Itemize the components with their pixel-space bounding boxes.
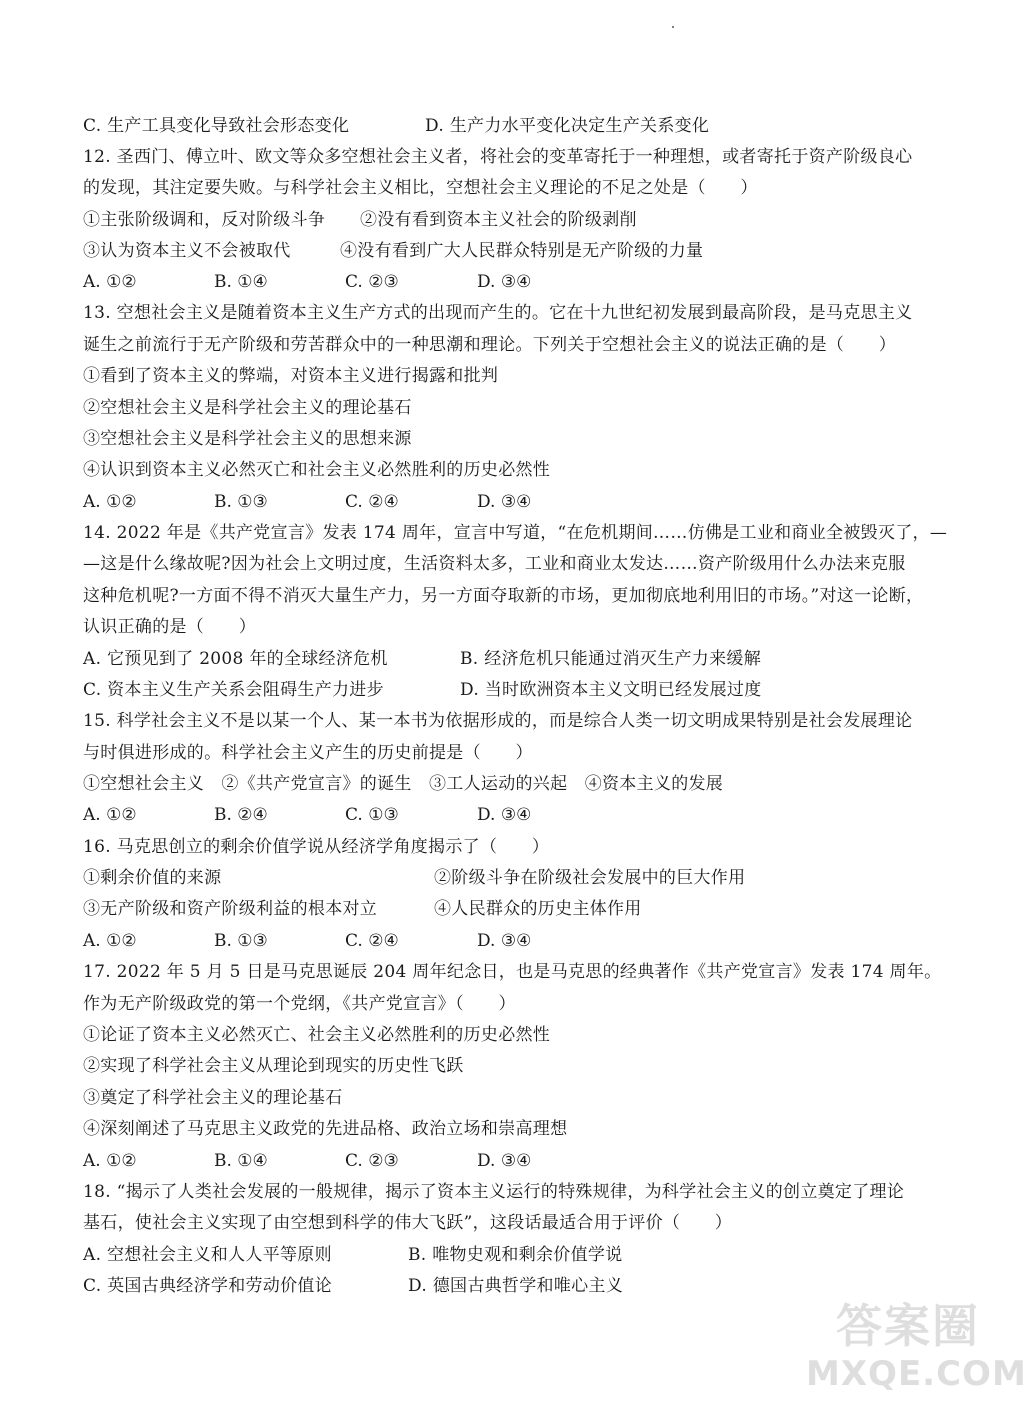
q16-option-b: B. ①③ [214,931,268,951]
q12-stem-line-1: 12. 圣西门、傅立叶、欧文等众多空想社会主义者，将社会的变革寄托于一种理想，或者寄托于资产阶级良心 [83,147,913,167]
q17-option-d: D. ③④ [477,1151,532,1171]
q14-option-c: C. 资本主义生产关系会阻碍生产力进步 [83,680,384,700]
q17-item-4: ④深刻阐述了马克思主义政党的先进品格、政治立场和崇高理想 [83,1119,568,1139]
scan-speck [672,26,674,28]
q15-stem-line-2: 与时俱进形成的。科学社会主义产生的历史前提是（ ） [83,743,533,763]
q16-option-c: C. ②④ [345,931,399,951]
q12-item-1: ①主张阶级调和，反对阶级斗争 [83,210,326,230]
q17-stem-line-1: 17. 2022 年 5 月 5 日是马克思诞辰 204 周年纪念日，也是马克思的经典著作《共产党宣言》发表 174 周年。 [83,962,942,982]
q14-option-b: B. 经济危机只能通过消灭生产力来缓解 [460,649,761,669]
q16-item-3: ③无产阶级和资产阶级利益的根本对立 [83,899,378,919]
q13-option-a: A. ①② [83,492,137,512]
q17-stem-line-2: 作为无产阶级政党的第一个党纲，《共产党宣言》（ ） [83,994,516,1014]
q18-option-a: A. 空想社会主义和人人平等原则 [83,1245,332,1265]
q16-option-a: A. ①② [83,931,137,951]
watermark-bottom-text: MXQE.COM [806,1354,1027,1394]
q15-option-a: A. ①② [83,805,137,825]
q12-option-c: C. ②③ [345,272,399,292]
q12-option-d: D. ③④ [477,272,532,292]
q17-item-1: ①论证了资本主义必然灭亡、社会主义必然胜利的历史必然性 [83,1025,551,1045]
q18-stem-line-2: 基石，使社会主义实现了由空想到科学的伟大飞跃”，这段话最适合用于评价（ ） [83,1213,733,1233]
q13-option-c: C. ②④ [345,492,399,512]
q18-option-b: B. 唯物史观和剩余价值学说 [408,1245,623,1265]
q13-stem-line-2: 诞生之前流行于无产阶级和劳苦群众中的一种思潮和理论。下列关于空想社会主义的说法正确的是（ ） [83,335,897,355]
q13-item-4: ④认识到资本主义必然灭亡和社会主义必然胜利的历史必然性 [83,460,551,480]
q11-option-c: C. 生产工具变化导致社会形态变化 [83,116,350,136]
q18-stem-line-1: 18. “揭示了人类社会发展的一般规律，揭示了资本主义运行的特殊规律，为科学社会主义的创立奠定了理论 [83,1182,905,1202]
q14-option-d: D. 当时欧洲资本主义文明已经发展过度 [460,680,762,700]
q16-item-1: ①剩余价值的来源 [83,868,222,888]
q14-option-a: A. 它预见到了 2008 年的全球经济危机 [83,649,388,669]
q13-item-1: ①看到了资本主义的弊端，对资本主义进行揭露和批判 [83,366,499,386]
q15-option-c: C. ①③ [345,805,399,825]
q17-item-2: ②实现了科学社会主义从理论到现实的历史性飞跃 [83,1056,464,1076]
q15-stem-line-1: 15. 科学社会主义不是以某一个人、某一本书为依据形成的，而是综合人类一切文明成果特别是社会发展理论 [83,711,913,731]
q12-item-2: ②没有看到资本主义社会的阶级剥削 [360,210,637,230]
q15-items: ①空想社会主义 ②《共产党宣言》的诞生 ③工人运动的兴起 ④资本主义的发展 [83,774,724,794]
q13-item-2: ②空想社会主义是科学社会主义的理论基石 [83,398,412,418]
q17-option-b: B. ①④ [214,1151,268,1171]
q18-option-c: C. 英国古典经济学和劳动价值论 [83,1276,333,1296]
q17-option-c: C. ②③ [345,1151,399,1171]
watermark-top-text: 答案圈 [836,1299,980,1353]
watermark-logo [806,1290,1027,1400]
q12-item-3: ③认为资本主义不会被取代 [83,241,291,261]
q18-option-d: D. 德国古典哲学和唯心主义 [408,1276,624,1296]
q16-option-d: D. ③④ [477,931,532,951]
q14-stem-line-4: 认识正确的是（ ） [83,617,256,637]
q16-item-4: ④人民群众的历史主体作用 [434,899,642,919]
q14-stem-line-1: 14. 2022 年是《共产党宣言》发表 174 周年，宣言中写道，“在危机期间……仿佛是工业和商业全被毁灭了，— [83,523,948,543]
q14-stem-line-3: 这种危机呢?一方面不得不消灭大量生产力，另一方面夺取新的市场，更加彻底地利用旧的市场。”对这一论断， [83,586,924,606]
q12-stem-line-2: 的发现，其注定要失败。与科学社会主义相比，空想社会主义理论的不足之处是（ ） [83,178,758,198]
q12-item-4: ④没有看到广大人民群众特别是无产阶级的力量 [340,241,704,261]
q15-option-d: D. ③④ [477,805,532,825]
q13-stem-line-1: 13. 空想社会主义是随着资本主义生产方式的出现而产生的。它在十九世纪初发展到最高阶段，是马克思主义 [83,303,913,323]
q12-option-b: B. ①④ [214,272,268,292]
q17-item-3: ③奠定了科学社会主义的理论基石 [83,1088,343,1108]
q15-option-b: B. ②④ [214,805,268,825]
q12-option-a: A. ①② [83,272,137,292]
q17-option-a: A. ①② [83,1151,137,1171]
q16-item-2: ②阶级斗争在阶级社会发展中的巨大作用 [434,868,746,888]
q13-option-b: B. ①③ [214,492,268,512]
q11-option-d: D. 生产力水平变化决定生产关系变化 [425,116,710,136]
q16-stem-line-1: 16. 马克思创立的剩余价值学说从经济学角度揭示了（ ） [83,837,550,857]
q14-stem-line-2: —这是什么缘故呢?因为社会上文明过度，生活资料太多，工业和商业太发达……资产阶级用什么办法来克服 [83,554,906,574]
q13-item-3: ③空想社会主义是科学社会主义的思想来源 [83,429,412,449]
q13-option-d: D. ③④ [477,492,532,512]
